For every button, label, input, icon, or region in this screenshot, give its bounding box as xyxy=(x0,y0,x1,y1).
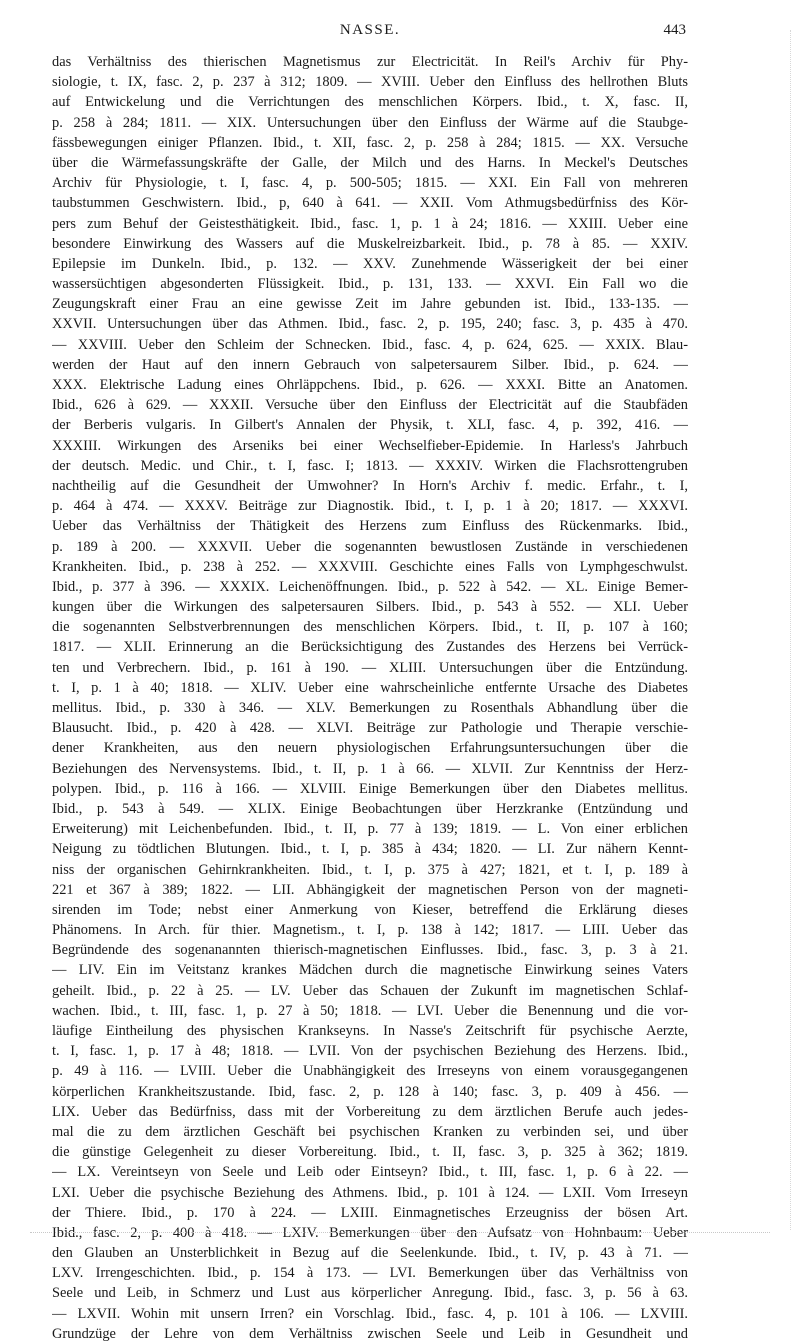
text-line: läufige Eintheilung des physischen Krankseyns. In Nasse's Zeitschrift für psychische Aerzte, xyxy=(52,1023,688,1039)
page-number: 443 xyxy=(663,22,686,38)
text-line: LIX. Ueber das Bedürfniss, dass mit der Vorbereitung zu dem ärztlichen Berufe auch jedes- xyxy=(52,1103,688,1120)
text-line: Phänomens. In Arch. für thier. Magnetism., t. I, p. 138 à 142; 1817. — LIII. Ueber das xyxy=(52,922,688,939)
text-line: t. I, fasc. 1, p. 17 à 48; 1818. — LVII. Von der psychischen Beziehung des Herzens. Ibid., xyxy=(52,1043,688,1060)
text-line: 221 et 367 à 389; 1822. — LII. Abhängigkeit der magnetischen Person von der magneti- xyxy=(52,881,688,898)
text-line: kungen über die Wirkungen des salpetersauren Silbers. Ibid., p. 543 à 552. — XLI. Ueber xyxy=(52,599,688,616)
text-line: auf Entwickelung und die Verrichtungen des menschlichen Körpers. Ibid., t. X, fasc. II, xyxy=(52,94,688,111)
text-line: geheilt. Ibid., p. 22 à 25. — LV. Ueber das Schauen der Zukunft im magnetischen Schlaf- xyxy=(52,982,688,999)
text-line: Epilepsie im Dunkeln. Ibid., p. 132. — XXV. Zunehmende Wässerigkeit der bei einer xyxy=(52,255,688,272)
text-line: XXX. Elektrische Ladung eines Ohrläppchens. Ibid., p. 626. — XXXI. Bitte an Anatomen. xyxy=(52,377,688,393)
text-line: 1817. — XLII. Erinnerung an die Berücksichtigung des Zustandes des Herzens bei Verrück- xyxy=(52,639,688,656)
text-line: das Verhältniss des thierischen Magnetismus zur Electricität. In Reil's Archiv für Phy- xyxy=(52,54,688,70)
text-line: den Glauben an Unsterblichkeit in Bezug auf die Seelenkunde. Ibid., t. IV, p. 43 à 71. — xyxy=(52,1245,688,1262)
text-line: sirenden im Tode; nebst einer Anmerkung von Kieser, betreffend die Erklärung dieses xyxy=(52,901,688,918)
text-line: Ibid., 626 à 629. — XXXII. Versuche über den Einfluss der Electricität auf die Staubfäden xyxy=(52,397,688,414)
text-line: Erweiterung) mit Leichenbefunden. Ibid., t. II, p. 77 à 139; 1819. — L. Von einer erblichen xyxy=(52,821,688,838)
text-line: pers zum Behuf der Geistesthätigkeit. Ibid., fasc. 1, p. 1 à 24; 1816. — XXIII. Ueber eine xyxy=(52,215,688,232)
text-line: Zeugungskraft einer Frau an eine gewisse Zeit im Jahre gebunden ist. Ibid., 133-135. — xyxy=(52,296,688,313)
text-line: niss der organischen Gehirnkrankheiten. Ibid., t. I, p. 375 à 427; 1821, et t. I, p. 189 à xyxy=(52,861,688,878)
text-line: Ibid., p. 543 à 549. — XLIX. Einige Beobachtungen über Herzkranke (Entzündung und xyxy=(52,800,688,817)
text-line: der Berberis vulgaris. In Gilbert's Annalen der Physik, t. XLI, fasc. 4, p. 392, 416. — xyxy=(52,417,688,434)
text-line: Grundzüge der Lehre von dem Verhältniss zwischen Seele und Leib in Gesundheit und xyxy=(52,1325,688,1342)
text-line: Archiv für Physiologie, t. I, fasc. 4, p. 500-505; 1815. — XXI. Ein Fall von mehreren xyxy=(52,175,688,192)
text-line: fässbewegungen einiger Pflanzen. Ibid., t. XII, fasc. 2, p. 258 à 284; 1815. — XX. Versuche xyxy=(52,134,688,151)
text-line: — LXVII. Wohin mit unsern Irren? ein Vorschlag. Ibid., fasc. 4, p. 101 à 106. — LXVIII. xyxy=(52,1305,688,1322)
text-line: Ueber das Verhältniss der Thätigkeit des Herzens zum Einfluss des Rückenmarks. Ibid., xyxy=(52,518,688,535)
text-line: Krankheiten. Ibid., p. 238 à 252. — XXXVIII. Geschichte eines Falls von Lymphgeschwulst. xyxy=(52,558,688,575)
text-line: die sogenannten Selbstverbrennungen des menschlichen Körpers. Ibid., t. II, p. 107 à 160; xyxy=(52,619,688,636)
text-line: taubstummen Geschwistern. Ibid., p, 640 à 641. — XXII. Vom Athmugsbedürfniss des Kör- xyxy=(52,195,688,212)
text-line: Seele und Leib, in Schmerz und Lust aus körperlicher Anregung. Ibid., fasc. 3, p. 56 à 63. xyxy=(52,1285,688,1302)
text-line: wachen. Ibid., t. III, fasc. 1, p. 27 à 50; 1818. — LVI. Ueber die Benennung und die vor- xyxy=(52,1002,688,1019)
text-line: — LIV. Ein im Veitstanz krankes Mädchen durch die magnetische Einwirkung seines Vaters xyxy=(52,962,688,979)
running-head: NASSE. xyxy=(339,22,401,38)
text-line: Blausucht. Ibid., p. 420 à 428. — XLVI. Beiträge zur Pathologie und Therapie verschie- xyxy=(52,720,688,737)
text-line: p. 464 à 474. — XXXV. Beiträge zur Diagnostik. Ibid., t. I, p. 1 à 20; 1817. — XXXVI. xyxy=(52,498,688,515)
text-line: besondere Einwirkung des Wassers auf die Muskelreizbarkeit. Ibid., p. 78 à 85. — XXIV. xyxy=(52,235,688,252)
bibliography-text xyxy=(52,52,688,1344)
text-line: Neigung zu tödtlichen Blutungen. Ibid., t. I, p. 385 à 434; 1820. — LI. Zur nähern Kennt- xyxy=(52,841,688,858)
text-line: der deutsch. Medic. und Chir., t. I, fasc. I; 1813. — XXXIV. Wirken die Flachsrottengruben xyxy=(52,457,688,474)
text-line: dener Krankheiten, aus den neuern physiologischen Erfahrungsuntersuchungen über die xyxy=(52,740,688,757)
text-line: nachtheilig auf die Gesundheit der Umwohner? In Horn's Archiv f. medic. Erfahr., t. I, xyxy=(52,477,688,494)
page-header xyxy=(52,22,688,42)
text-line: mal die zu dem ärztlichen Geschäft bei psychischen Kranken zu verbinden sei, und über xyxy=(52,1123,688,1140)
text-line: Ibid., fasc. 2, p. 400 à 418. — LXIV. Bemerkungen über den Aufsatz von Hohnbaum: Ueber xyxy=(52,1224,688,1241)
text-line: p. 189 à 200. — XXXVII. Ueber die sogenannten bewustlosen Zustände in verschiedenen xyxy=(52,538,688,555)
text-line: der Thiere. Ibid., p. 170 à 224. — LXIII. Einmagnetisches Erzeugniss der bösen Art. xyxy=(52,1204,688,1221)
text-line: Ibid., p. 377 à 396. — XXXIX. Leichenöffnungen. Ibid., p. 522 à 542. — XL. Einige Bemer- xyxy=(52,578,688,595)
text-line: t. I, p. 1 à 40; 1818. — XLIV. Ueber eine wahrscheinliche entfernte Ursache des Diabetes xyxy=(52,679,688,696)
text-line: körperlichen Krankheitszustande. Ibid, fasc. 2, p. 128 à 140; fasc. 3, p. 409 à 456. — xyxy=(52,1083,688,1100)
text-line: p. 258 à 284; 1811. — XIX. Untersuchungen über den Einfluss der Wärme auf die Staubge- xyxy=(52,114,688,131)
text-line: polypen. Ibid., p. 116 à 166. — XLVIII. Einige Bemerkungen über den Diabetes mellitus. xyxy=(52,780,688,797)
text-line: wassersüchtigen abgesonderten Flüssigkeit. Ibid., p. 131, 133. — XXVI. Ein Fall wo die xyxy=(52,276,688,293)
text-line: mellitus. Ibid., p. 330 à 346. — XLV. Bemerkungen zu Rosenthals Abhandlung über die xyxy=(52,700,688,716)
text-line: siologie, t. IX, fasc. 2, p. 237 à 312; 1809. — XVIII. Ueber den Einfluss des hellrothen Bluts xyxy=(52,74,688,91)
text-line: werden der Haut auf den innern Gebrauch von salpetersaurem Silber. Ibid., p. 624. — xyxy=(52,356,688,373)
text-line: über die Wärmefassungskräfte der Galle, der Milch und des Harns. In Meckel's Deutsches xyxy=(52,154,688,171)
text-line: XXXIII. Wirkungen des Arseniks bei einer Wechselfieber-Epidemie. In Harless's Jahrbuch xyxy=(52,437,688,454)
text-line: Begründende des sogenanannten thierisch-magnetischen Einflusses. Ibid., fasc. 3, p. 3 à 21. xyxy=(52,942,688,959)
text-line: p. 49 à 116. — LVIII. Ueber die Unabhängigkeit des Irreseyns von einem vorausgegangenen xyxy=(52,1063,688,1080)
page-edge-mark xyxy=(790,30,792,1230)
text-line: die günstige Gelegenheit zu dieser Vorbereitung. Ibid., t. II, fasc. 3, p. 325 à 362; 1819. xyxy=(52,1144,688,1161)
text-line: Beziehungen des Nervensystems. Ibid., t. II, p. 1 à 66. — XLVII. Zur Kenntniss der Herz- xyxy=(52,760,688,777)
text-line: LXI. Ueber die psychische Beziehung des Athmens. Ibid., p. 101 à 124. — LXII. Vom Irreseyn xyxy=(52,1184,688,1201)
text-line: — XXVIII. Ueber den Schleim der Schnecken. Ibid., fasc. 4, p. 624, 625. — XXIX. Blau- xyxy=(52,336,688,353)
text-line: — LX. Vereintseyn von Seele und Leib oder Eintseyn? Ibid., t. III, fasc. 1, p. 6 à 22. — xyxy=(52,1164,688,1181)
scan-artifact-line xyxy=(30,1232,770,1234)
text-line: ten und Verbrechern. Ibid., p. 161 à 190. — XLIII. Untersuchungen über die Entzündung. xyxy=(52,659,688,676)
text-line: XXVII. Untersuchungen über das Athmen. Ibid., fasc. 2, p. 195, 240; fasc. 3, p. 435 à 470. xyxy=(52,316,688,333)
text-line: LXV. Irrengeschichten. Ibid., p. 154 à 173. — LVI. Bemerkungen über das Verhältniss von xyxy=(52,1265,688,1282)
